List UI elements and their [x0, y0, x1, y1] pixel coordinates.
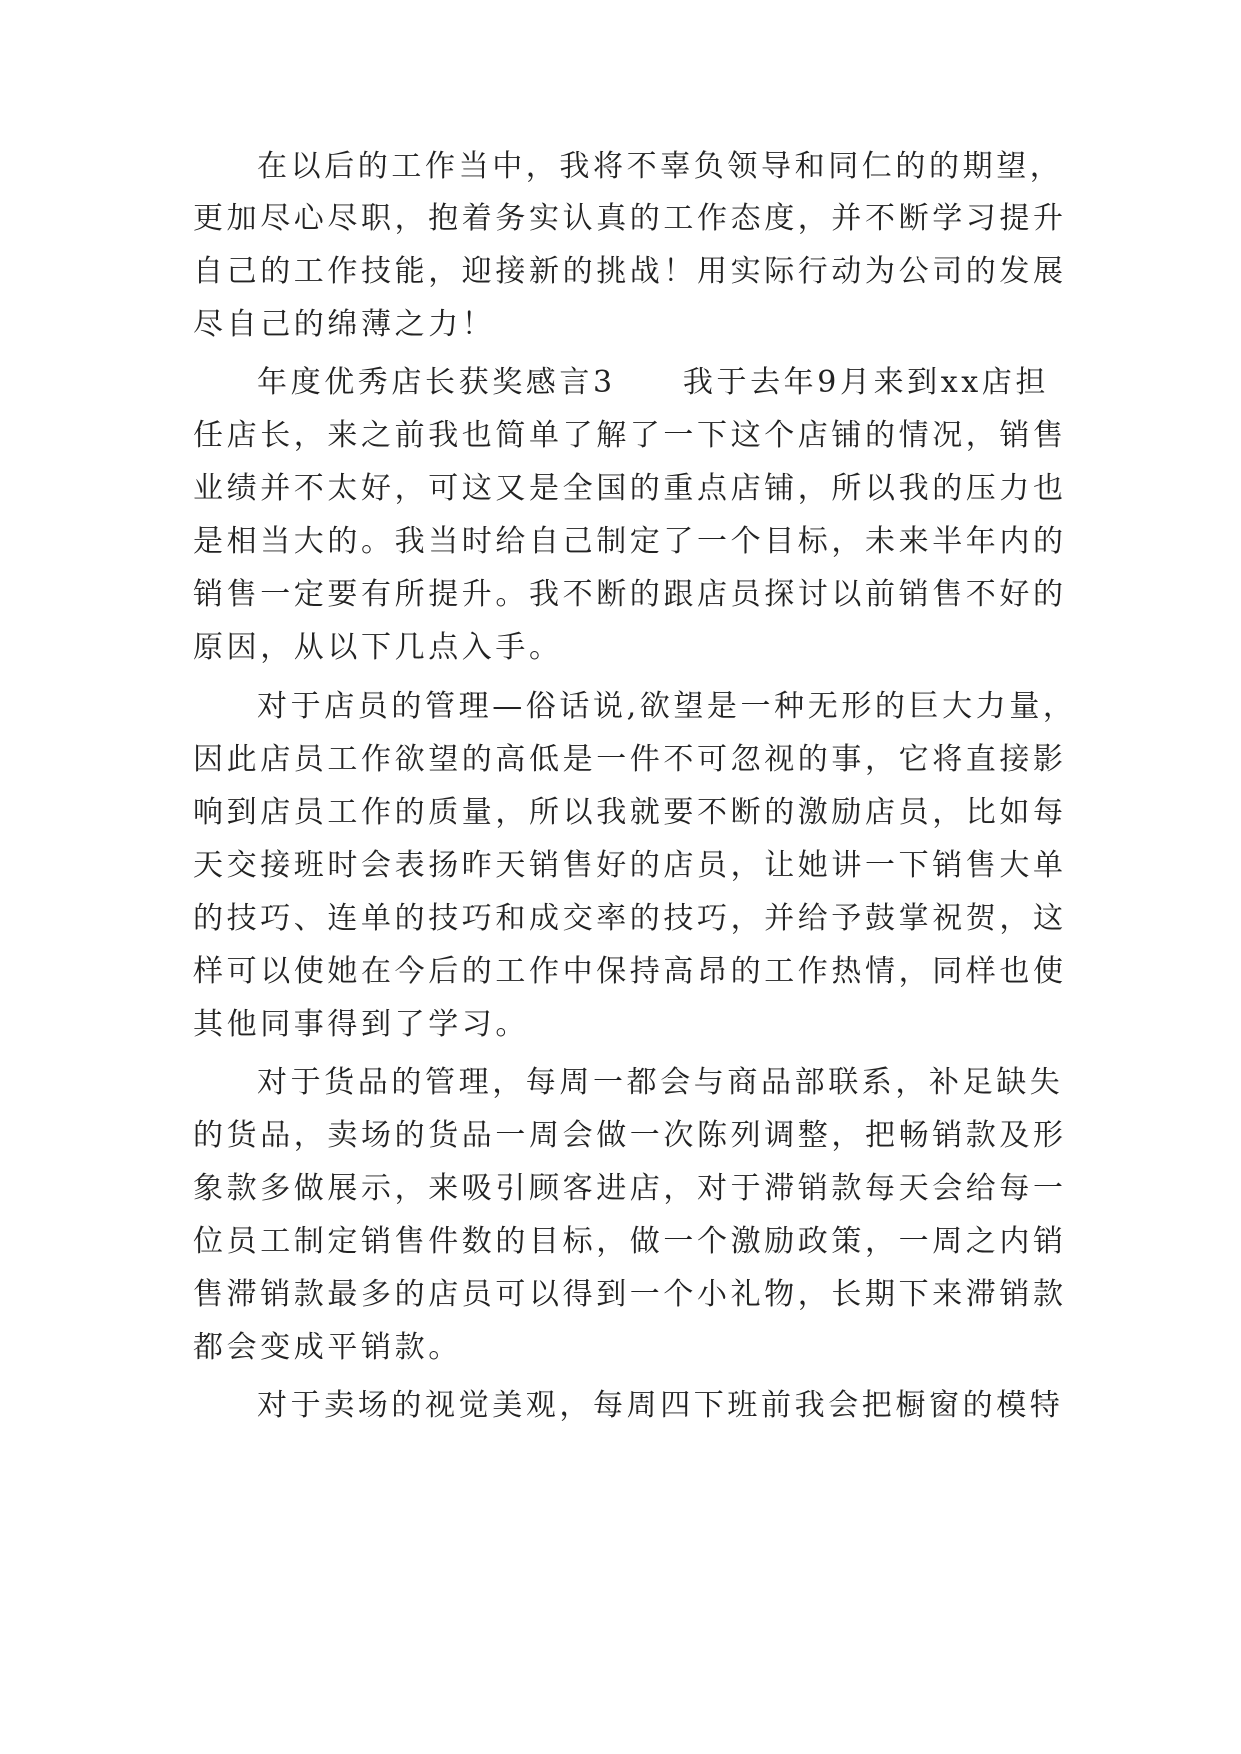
text-line: 原因，从以下几点入手。 [193, 630, 563, 665]
text-line: 的货品，卖场的货品一周会做一次陈列调整，把畅销款及形 [193, 1118, 1067, 1153]
text-line: 样可以使她在今后的工作中保持高昂的工作热情，同样也使 [193, 954, 1067, 989]
text-line: 业绩并不太好，可这又是全国的重点店铺，所以我的压力也 [193, 471, 1067, 506]
text-line: 更加尽心尽职，抱着务实认真的工作态度，并不断学习提升 [193, 201, 1067, 236]
text-line: 销售一定要有所提升。我不断的跟店员探讨以前销售不好的 [193, 577, 1067, 612]
text-line: 在以后的工作当中，我将不辜负领导和同仁的的期望， [257, 149, 1064, 184]
text-line: 尽自己的绵薄之力！ [193, 307, 496, 342]
text-line: 售滞销款最多的店员可以得到一个小礼物，长期下来滞销款 [193, 1277, 1067, 1312]
text-line: 响到店员工作的质量，所以我就要不断的激励店员，比如每 [193, 795, 1067, 830]
section-heading: 年度优秀店长获奖感言3 我于去年9月来到xx店担 [257, 365, 1050, 400]
text-line: 对于卖场的视觉美观，每周四下班前我会把橱窗的模特 [257, 1388, 1064, 1423]
text-line: 其他同事得到了学习。 [193, 1007, 529, 1042]
text-line: 象款多做展示，来吸引顾客进店，对于滞销款每天会给每一 [193, 1171, 1067, 1206]
text-line: 因此店员工作欲望的高低是一件不可忽视的事，它将直接影 [193, 742, 1067, 777]
text-line: 的技巧、连单的技巧和成交率的技巧，并给予鼓掌祝贺，这 [193, 901, 1067, 936]
text-line: 天交接班时会表扬昨天销售好的店员，让她讲一下销售大单 [193, 848, 1067, 883]
text-line: 对于店员的管理—俗话说,欲望是一种无形的巨大力量， [257, 689, 1077, 724]
text-line: 任店长，来之前我也简单了解了一下这个店铺的情况，销售 [193, 418, 1067, 453]
text-line: 对于货品的管理，每周一都会与商品部联系，补足缺失 [257, 1065, 1064, 1100]
text-line: 位员工制定销售件数的目标，做一个激励政策，一周之内销 [193, 1224, 1067, 1259]
text-line: 自己的工作技能，迎接新的挑战！用实际行动为公司的发展 [193, 254, 1067, 289]
text-line: 都会变成平销款。 [193, 1330, 462, 1365]
text-line: 是相当大的。我当时给自己制定了一个目标，未来半年内的 [193, 524, 1067, 559]
